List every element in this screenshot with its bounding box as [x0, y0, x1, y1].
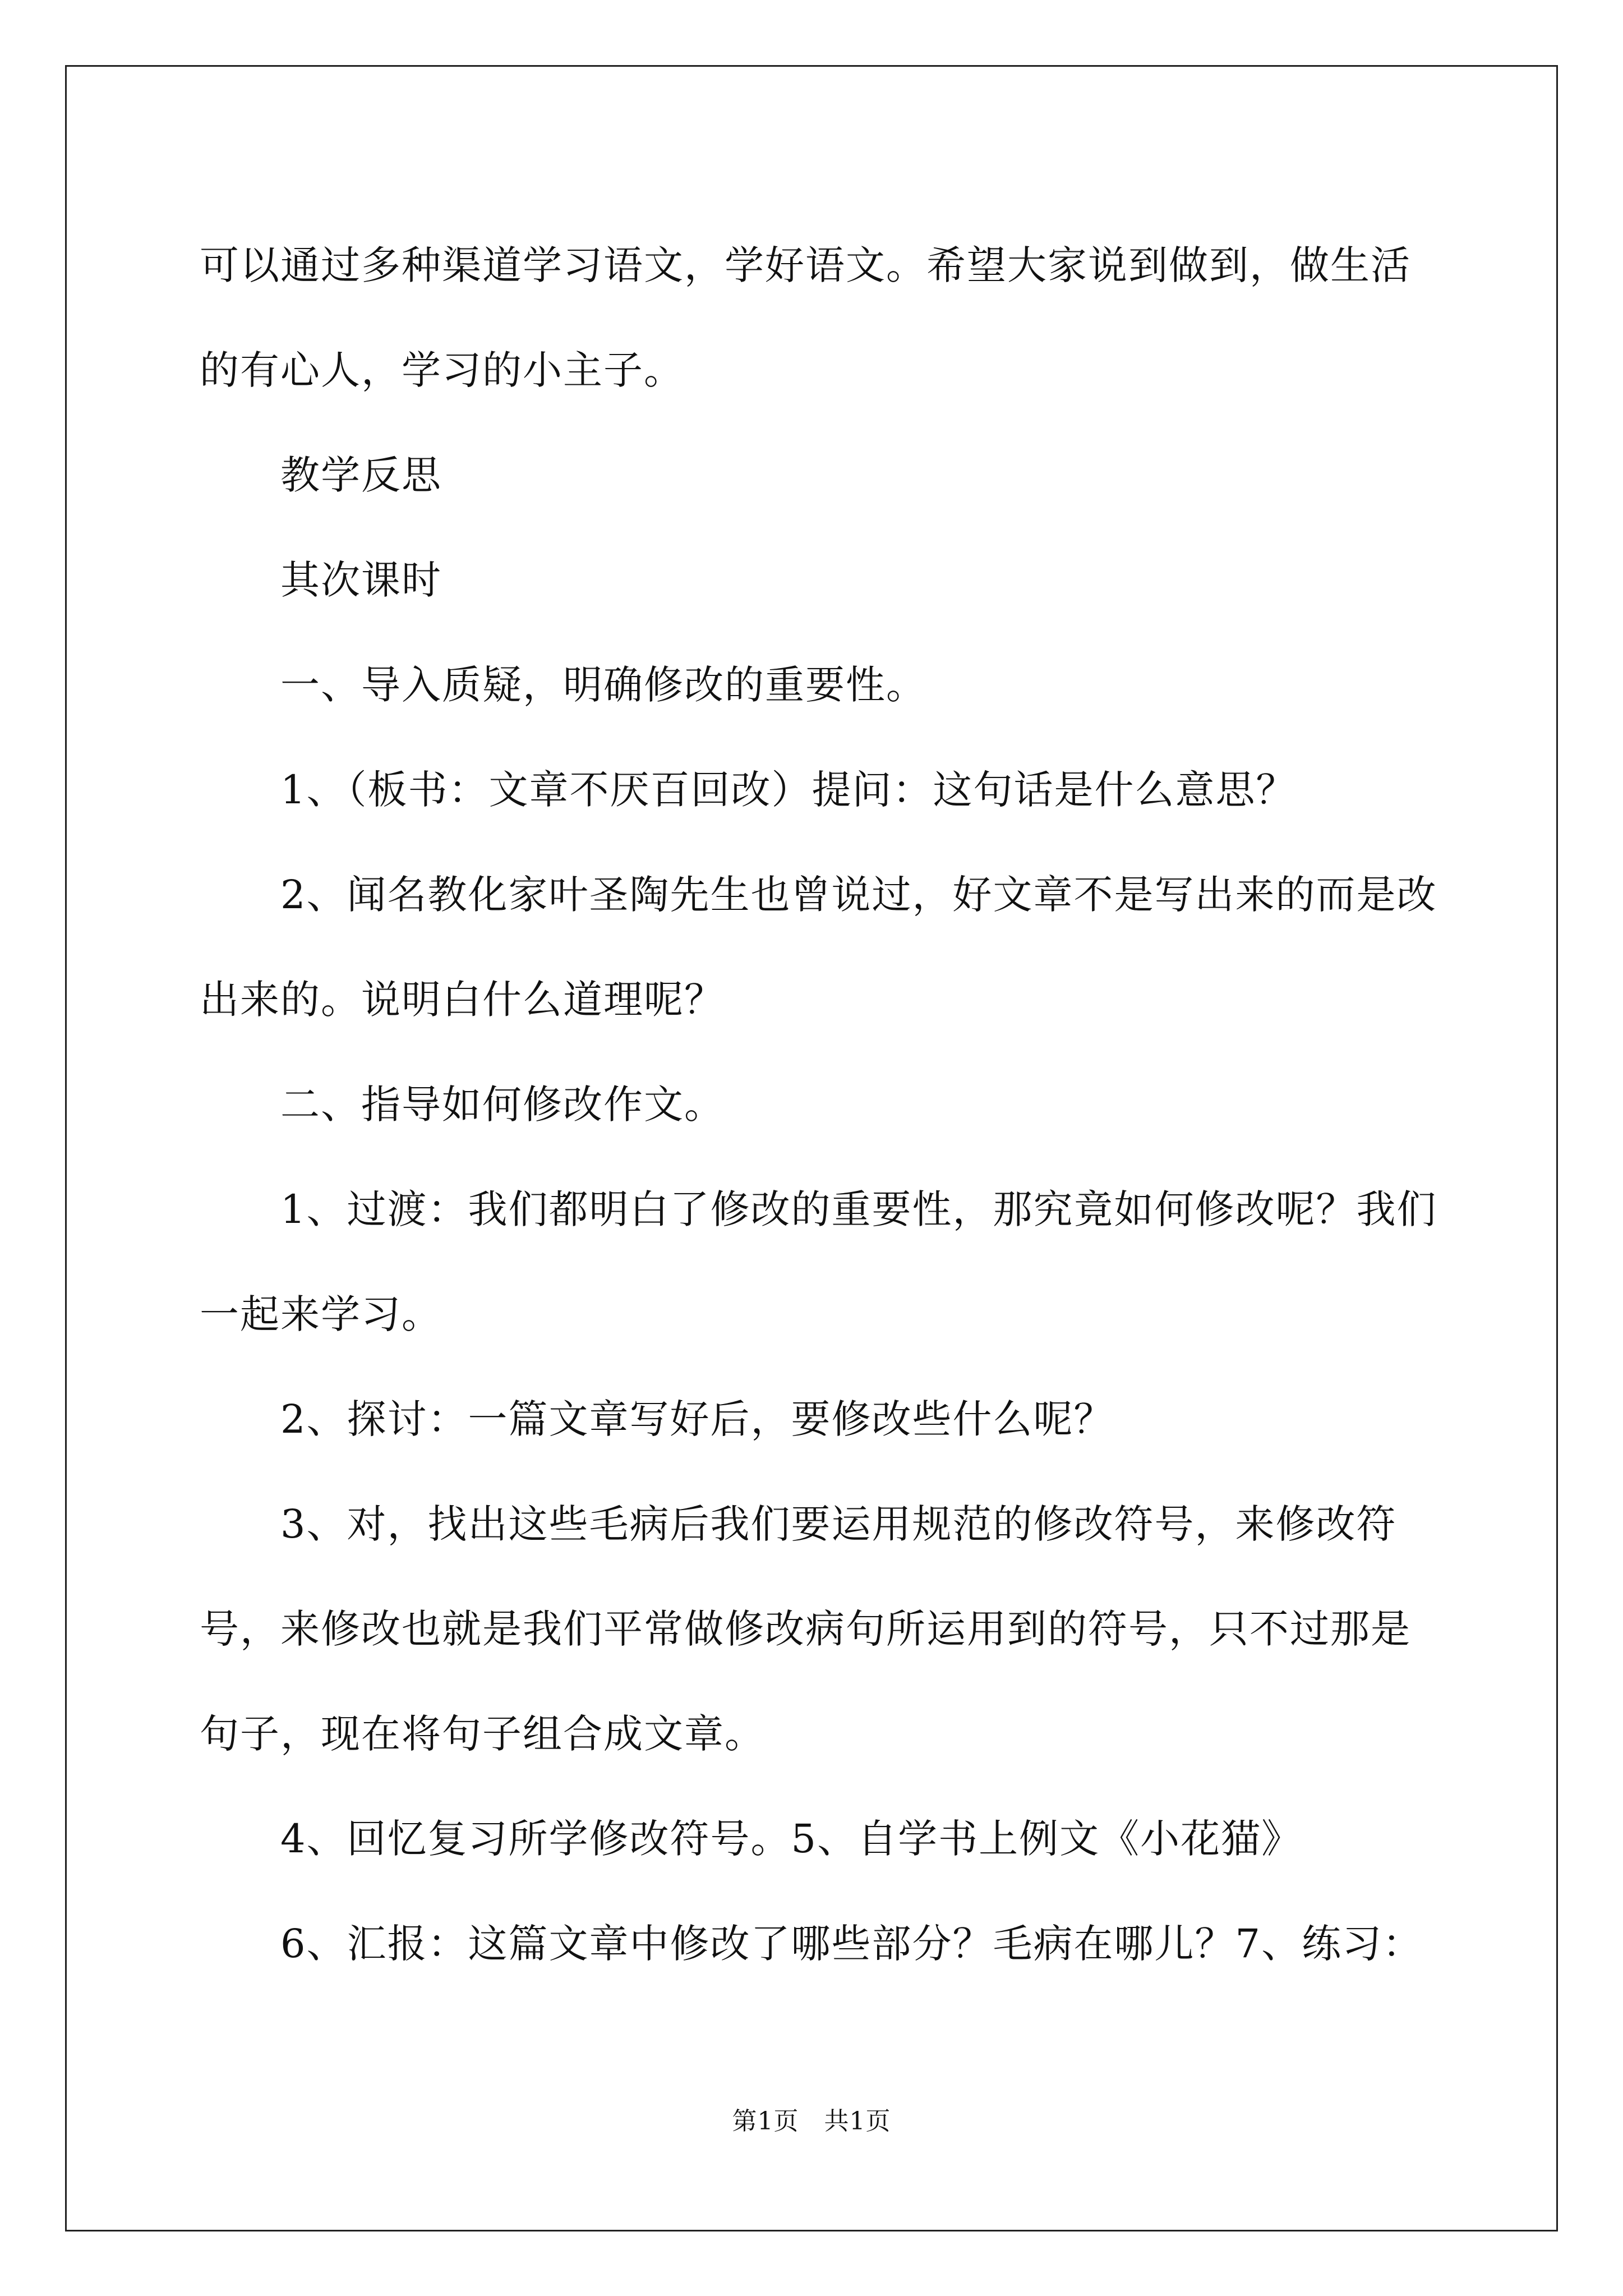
paragraph: 2、探讨：一篇文章写好后，要修改些什么呢？: [200, 1396, 1114, 1442]
page-footer: 第1页 共1页: [732, 2107, 891, 2136]
paragraph: 2、闻名教化家叶圣陶先生也曾说过，好文章不是写出来的而是改出来的。说明白什么道理呢？: [200, 872, 1437, 1023]
paragraph: 1、过渡：我们都明白了修改的重要性，那究竟如何修改呢？我们一起来学习。: [200, 1186, 1437, 1337]
paragraph: 可以通过多种渠道学习语文，学好语文。希望大家说到做到，做生活的有心人，学习的小主子。: [200, 242, 1411, 393]
document-body: [200, 213, 1439, 1996]
paragraph: 4、回忆复习所学修改符号。5、自学书上例文《小花猫》: [200, 1816, 1302, 1862]
paragraph: 6、汇报：这篇文章中修改了哪些部分？毛病在哪儿？7、练习：: [200, 1921, 1423, 1967]
paragraph: 一、导入质疑，明确修改的重要性。: [200, 662, 926, 708]
paragraph: 二、指导如何修改作文。: [200, 1082, 725, 1128]
section-heading: 其次课时: [200, 557, 442, 603]
paragraph: 3、对，找出这些毛病后我们要运用规范的修改符号，来修改符号，来修改也就是我们平常做修改病句所运用到的符号，只不过那是句子，现在将句子组合成文章。: [200, 1501, 1411, 1757]
section-heading: 教学反思: [200, 452, 442, 498]
paragraph: 1、（板书：文章不厌百回改）提问：这句话是什么意思？: [200, 767, 1297, 813]
